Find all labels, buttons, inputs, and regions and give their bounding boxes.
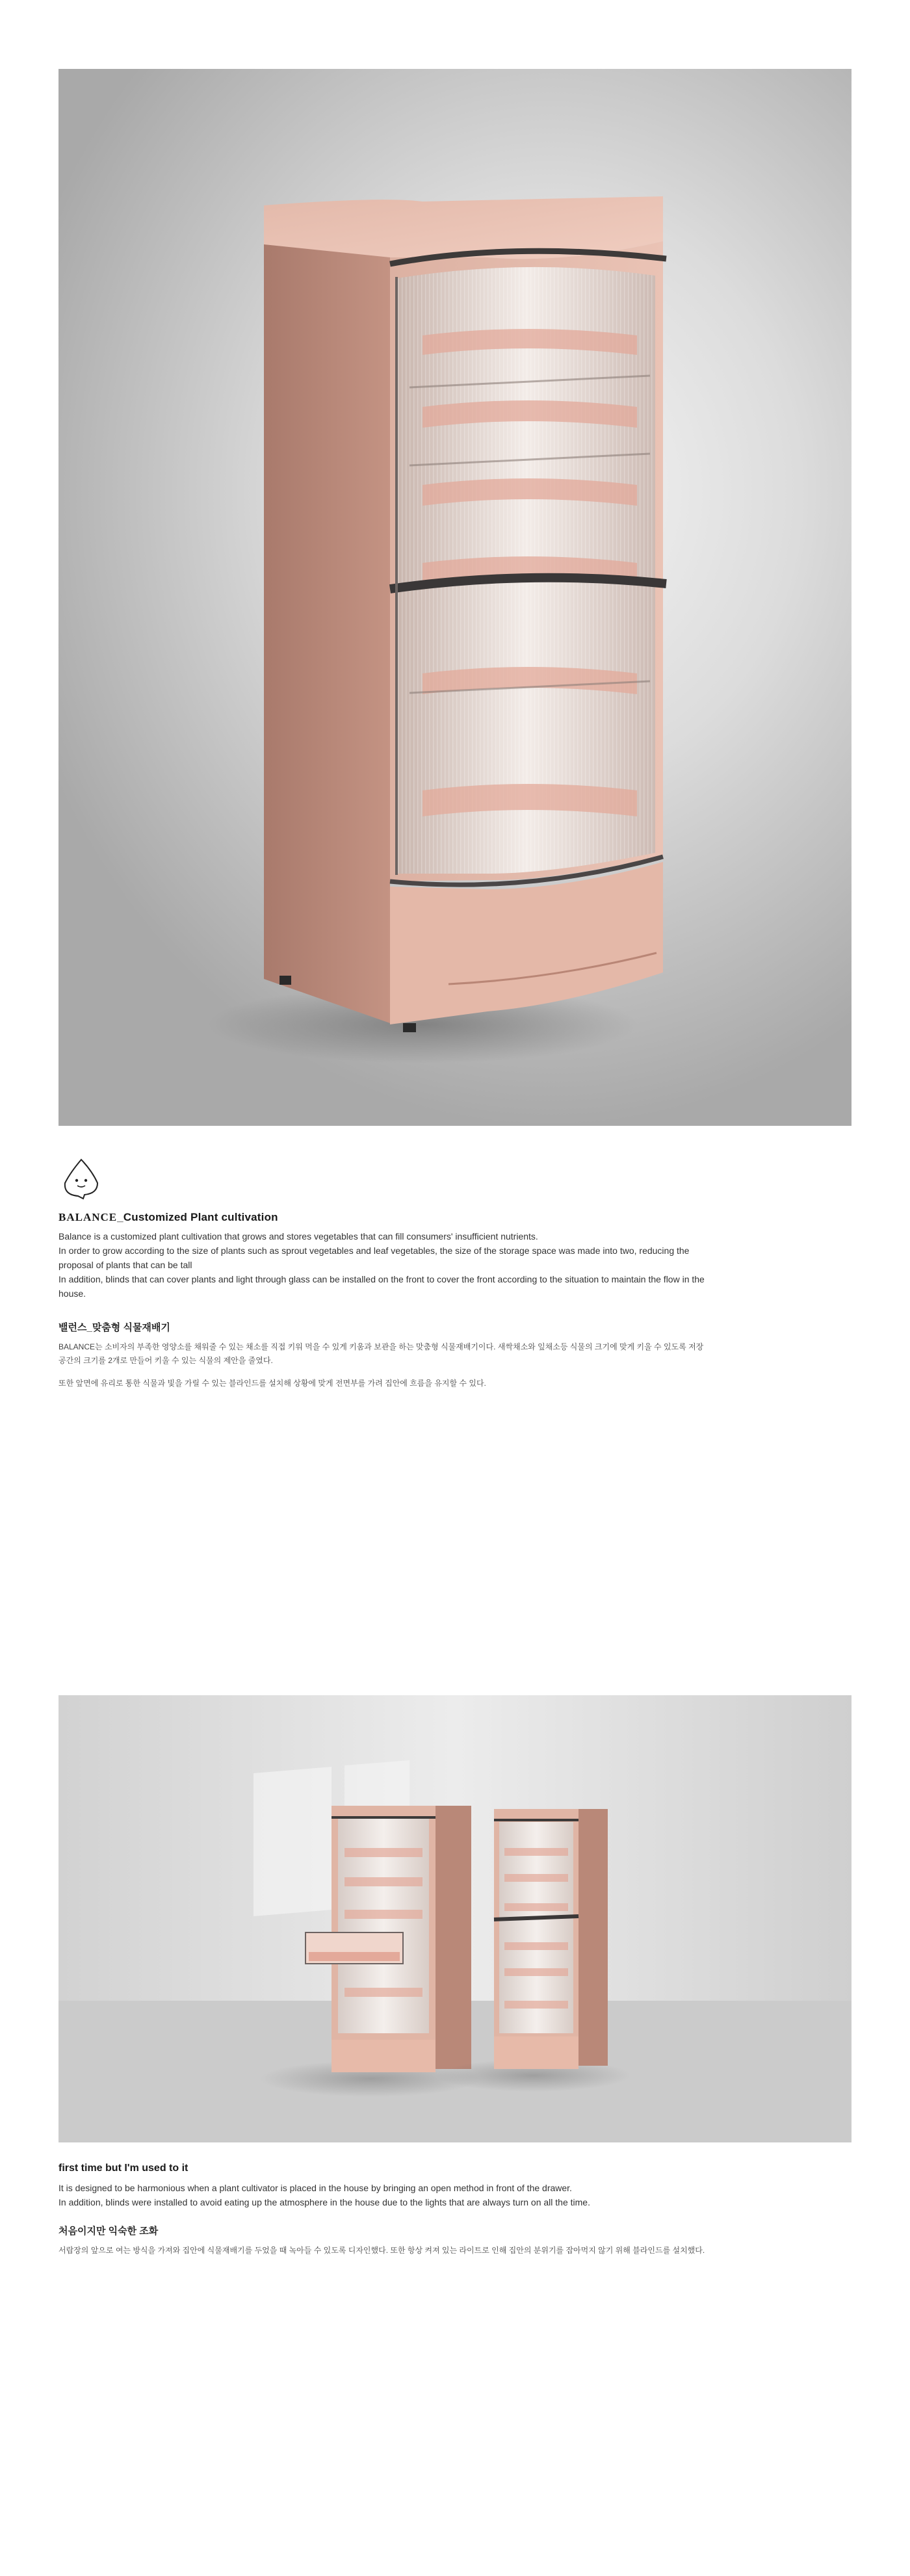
en-paragraph: In addition, blinds that can cover plants and light through glass can be installed on the front to cover the front according to the situation to maintain the flow in the house. bbox=[58, 1274, 705, 1299]
en-paragraph: In addition, blinds were installed to avoid eating up the atmosphere in the house due to the lights that are always turn on all the time. bbox=[58, 2197, 590, 2207]
section2-title: first time but I'm used to it bbox=[58, 2163, 188, 2174]
ko-title: 처음이지만 익숙한 조화 bbox=[58, 2226, 159, 2237]
section1-text bbox=[58, 1211, 708, 1399]
section1-title bbox=[58, 1211, 708, 1224]
title-suffix: _Customized Plant cultivation bbox=[117, 1211, 278, 1223]
section1-ko-description bbox=[58, 1320, 708, 1390]
section1-en-description bbox=[58, 1229, 708, 1301]
ko-paragraph: BALANCE는 소비자의 부족한 영양소를 채워줄 수 있는 채소를 직접 키워 먹을 수 있게 키움과 보관을 하는 맞춤형 식물재배기이다. 새싹채소와 잎채소등 식물의 크기에 맞게 키울 수 있도록 저장공간의 크기를 2개로 만들어 키울 수 있는 식물의 제안을 줄였다. bbox=[58, 1342, 704, 1365]
en-paragraph: It is designed to be harmonious when a plant cultivator is placed in the house by bringing an open method in front of the drawer. bbox=[58, 2183, 572, 2193]
section2-text bbox=[58, 2163, 708, 2267]
brand-name: BALANCE bbox=[58, 1211, 118, 1223]
ko-paragraph: 서랍장의 앞으로 여는 방식을 가져와 집안에 식물재배기를 두었을 때 녹아들 수 있도록 디자인했다. 또한 항상 켜져 있는 라이트로 인해 집안의 분위기를 잡아먹지 않기 위해 블라인드를 설치했다. bbox=[58, 2246, 705, 2255]
en-paragraph: Balance is a customized plant cultivation that grows and stores vegetables that can fill consumers' insufficient nutrients. bbox=[58, 1231, 538, 1242]
section2-ko-description bbox=[58, 2224, 708, 2257]
balance-logo-icon bbox=[58, 1156, 104, 1201]
en-paragraph: In order to grow according to the size of plants such as sprout vegetables and leaf vegetables, the size of the storage space was made into two, reducing the proposal of plants that can be tall bbox=[58, 1245, 690, 1270]
ko-paragraph: 또한 앞면에 유리로 통한 식물과 빛을 가릴 수 있는 블라인드를 설치해 상황에 맞게 전면부를 가려 집안에 흐름을 유지할 수 있다. bbox=[58, 1379, 486, 1388]
scene-product-render bbox=[58, 1695, 852, 2142]
two-cultivators-illustration bbox=[58, 1695, 852, 2142]
cultivator-render-illustration bbox=[58, 69, 852, 1126]
hero-product-render bbox=[58, 69, 852, 1126]
ko-title: 밸런스_맞춤형 식물재배기 bbox=[58, 1322, 170, 1333]
